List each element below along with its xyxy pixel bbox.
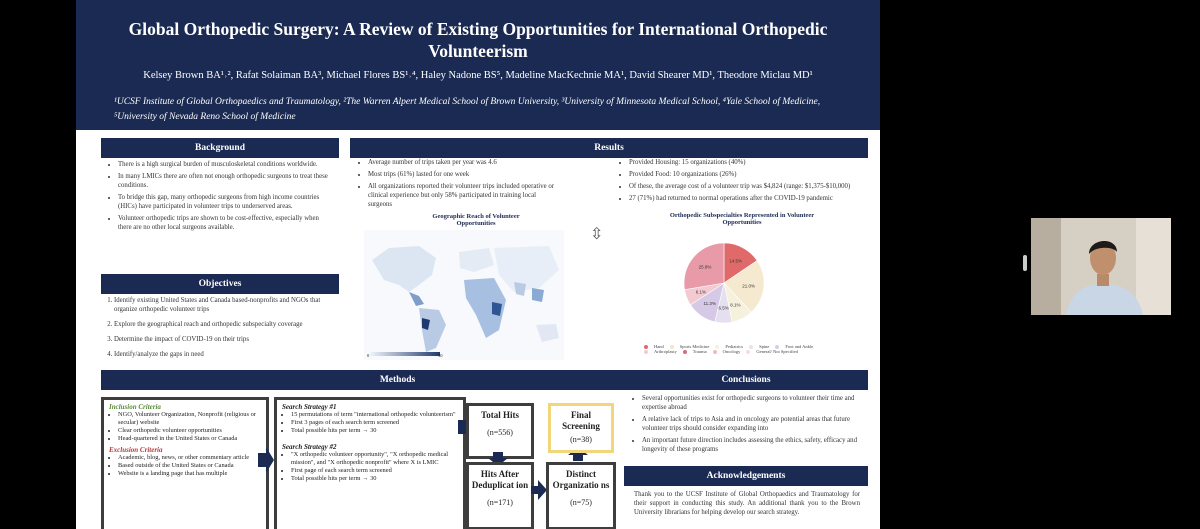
objectives-list (102, 296, 332, 365)
results-item: • Average number of trips taken per year was 4.6 (368, 158, 558, 167)
conclusion-item: • A relative lack of trips to Asia and in oncology are potential areas that future volunteer trips should consider expanding into (642, 415, 860, 433)
methods-heading: Methods (101, 370, 694, 390)
strategy2-title: Search Strategy #2 (282, 443, 337, 451)
legend-swatch (644, 350, 648, 354)
exclusion-item: • Academic, blog, news, or other commentary article (118, 454, 261, 462)
results-list-left (358, 158, 558, 212)
poster-header (76, 0, 880, 130)
pie-title: Orthopedic Subspecialties Represented in Volunteer Opportunities (669, 212, 815, 226)
background-item: • In many LMICs there are often not enough orthopedic surgeons to treat these conditions. (118, 172, 330, 190)
legend-label: Arthroplasty (654, 349, 677, 354)
conclusions-heading: Conclusions (624, 370, 868, 390)
pie-legend-entry (644, 349, 677, 354)
distinct-orgs-label: Distinct Organizatio ns (552, 469, 610, 490)
hits-after-dedup-count: (n=171) (487, 498, 513, 507)
legend-label: Sports Medicine (679, 344, 710, 349)
results-list-right (619, 158, 859, 206)
strategy2-item: • "X orthopedic volunteer opportunity", "X orthopedic medical mission", and "X orthopedic nonprofit" where X is LMIC (291, 451, 458, 467)
strategy1-item: • First 3 pages of each search term screened (291, 419, 458, 427)
exclusion-item: • Based outside of the United States or Canada (118, 462, 261, 470)
hits-after-dedup-label: Hits After Deduplicat ion (471, 469, 529, 490)
scrollbar-handle[interactable] (1023, 255, 1027, 271)
background-item: • To bridge this gap, many orthopedic surgeons from high income countries (HICs) have participated in volunteer trips to underserved areas. (118, 193, 330, 211)
pie-legend (644, 344, 844, 354)
poster-authors: Kelsey Brown BA¹˒², Rafat Solaiman BA³, Michael Flores BS¹˒⁴, Haley Nadone BS⁵, Madeline MacKechnie MA¹, David Shearer MD¹, Theodore Miclau MD¹ (143, 70, 813, 81)
total-hits-count: (n=556) (487, 428, 513, 437)
poster-slide (76, 0, 880, 529)
inclusion-item: • Head-quartered in the United States or Canada (118, 435, 261, 443)
objective-item: 4. Identify/analyze the gaps in need (114, 350, 332, 359)
pie-legend-entry (746, 349, 797, 354)
results-item: • 27 (71%) had returned to normal operations after the COVID-19 pandemic (629, 194, 859, 203)
legend-swatch (713, 350, 717, 354)
pie-data-label: 6.1% (695, 289, 707, 295)
inclusion-item: • NGO, Volunteer Organization, Nonprofit (religious or secular) website (118, 411, 261, 427)
criteria-box (101, 397, 269, 529)
legend-label: Trauma (692, 349, 707, 354)
pie-data-label: 8.1% (730, 302, 741, 308)
results-item: • Of these, the average cost of a volunteer trip was $4,824 (range: $1,375-$10,000) (629, 182, 859, 191)
webcam-video (1031, 218, 1171, 315)
total-hits-label: Total Hits (481, 410, 519, 420)
distinct-orgs-count: (n=75) (570, 498, 592, 507)
map-southeast-asia (532, 288, 544, 302)
pie-legend-entry (683, 349, 707, 354)
pie-data-label: 14.5% (729, 258, 743, 264)
map-scale-min: 0 (367, 353, 370, 358)
results-item: • Most trips (61%) lasted for one week (368, 170, 558, 179)
pie-data-label: 21.0% (742, 283, 756, 289)
background-item: • There is a high surgical burden of musculoskeletal conditions worldwide. (118, 160, 330, 169)
objective-item: 2. Explore the geographical reach and orthopedic subspecialty coverage (114, 320, 332, 329)
pie-data-label: 25.8% (698, 264, 712, 270)
objectives-heading: Objectives (101, 274, 339, 294)
acknowledgements-heading: Acknowledgements (624, 466, 868, 486)
results-item: • Provided Housing: 15 organizations (40%) (629, 158, 859, 167)
legend-swatch (683, 350, 687, 354)
arrow-right-icon (531, 480, 547, 500)
exclusion-title: Exclusion Criteria (109, 446, 163, 454)
objective-item: 1. Identify existing United States and Canada based-nonprofits and NGOs that organize orthopedic volunteer trips (114, 296, 332, 314)
final-screening-count: (n=38) (570, 435, 592, 444)
inclusion-item: • Clear orthopedic volunteer opportunities (118, 427, 261, 435)
objective-item: 3. Determine the impact of COVID-19 on their trips (114, 335, 332, 344)
legend-label: Oncology (722, 349, 741, 354)
conclusions-list (632, 394, 860, 457)
move-cursor-icon: ⇳ (590, 226, 604, 243)
strategy2-item: • First page of each search term screened (291, 467, 458, 475)
map-title: Geographic Reach of Volunteer Opportunities (432, 213, 520, 227)
strategy1-item: • 15 permutations of term "international orthopedic volunteerism" (291, 411, 458, 419)
final-screening-box (548, 403, 614, 453)
map-scale-bar (370, 352, 440, 356)
legend-label: Spine (759, 344, 770, 349)
conclusion-item: • Several opportunities exist for orthopedic surgeons to volunteer their time and expertise abroad (642, 394, 860, 412)
conclusion-item: • An important future direction includes assessing the ethics, safety, efficacy and longevity of these programs (642, 436, 860, 454)
legend-label: Hand (654, 344, 664, 349)
strategy1-item: • Total possible hits per term → 30 (291, 427, 458, 435)
subspecialty-pie-chart (679, 238, 769, 328)
acknowledgements-text: Thank you to the UCSF Institute of Global Orthopaedics and Traumatology for their support in conducting this study. An additional thank you to the Brown University librarians for helping develop our search strategy. (634, 491, 860, 516)
presenter-video-feed (1031, 218, 1171, 315)
hits-after-dedup-box (466, 462, 534, 529)
legend-label: Foot and Ankle (785, 344, 814, 349)
pie-data-label: 6.5% (718, 305, 729, 311)
inclusion-title: Inclusion Criteria (109, 403, 161, 411)
legend-label: Pediatrics (725, 344, 744, 349)
poster-affiliations: ¹UCSF Institute of Global Orthopaedics and Traumatology, ²The Warren Alpert Medical School of Brown University, ³University of Minnesota Medical School, ⁴Yale School of Medicine, ⁵University of Nevada Reno School of Medicine (114, 97, 821, 122)
arrow-right-icon (256, 445, 276, 475)
background-list (108, 160, 330, 235)
map-scale-max: 30 (438, 353, 443, 358)
distinct-orgs-box (546, 462, 616, 529)
world-map (364, 230, 564, 360)
background-item: • Volunteer orthopedic trips are shown to be cost-effective, especially when there are no other local surgeons available. (118, 214, 330, 232)
strategy2-item: • Total possible hits per term → 30 (291, 475, 458, 483)
results-item: • Provided Food: 10 organizations (26%) (629, 170, 859, 179)
legend-swatch (746, 350, 750, 354)
final-screening-label: Final Screening (562, 410, 600, 431)
legend-label: General/ Not Specified (756, 349, 798, 354)
results-heading: Results (350, 138, 868, 158)
search-strategy-box (274, 397, 466, 529)
poster-title: Global Orthopedic Surgery: A Review of Existing Opportunities for International Orthopedic Volunteerism (128, 19, 828, 61)
exclusion-item: • Website is a landing page that has multiple (118, 470, 261, 478)
total-hits-box (466, 403, 534, 459)
strategy1-title: Search Strategy #1 (282, 403, 337, 411)
background-heading: Background (101, 138, 339, 158)
results-item: • All organizations reported their volunteer trips included operative or clinical experience but only 58% participated in training local surgeons (368, 182, 558, 209)
pie-data-label: 11.3% (703, 300, 716, 306)
pie-legend-entry (713, 349, 741, 354)
